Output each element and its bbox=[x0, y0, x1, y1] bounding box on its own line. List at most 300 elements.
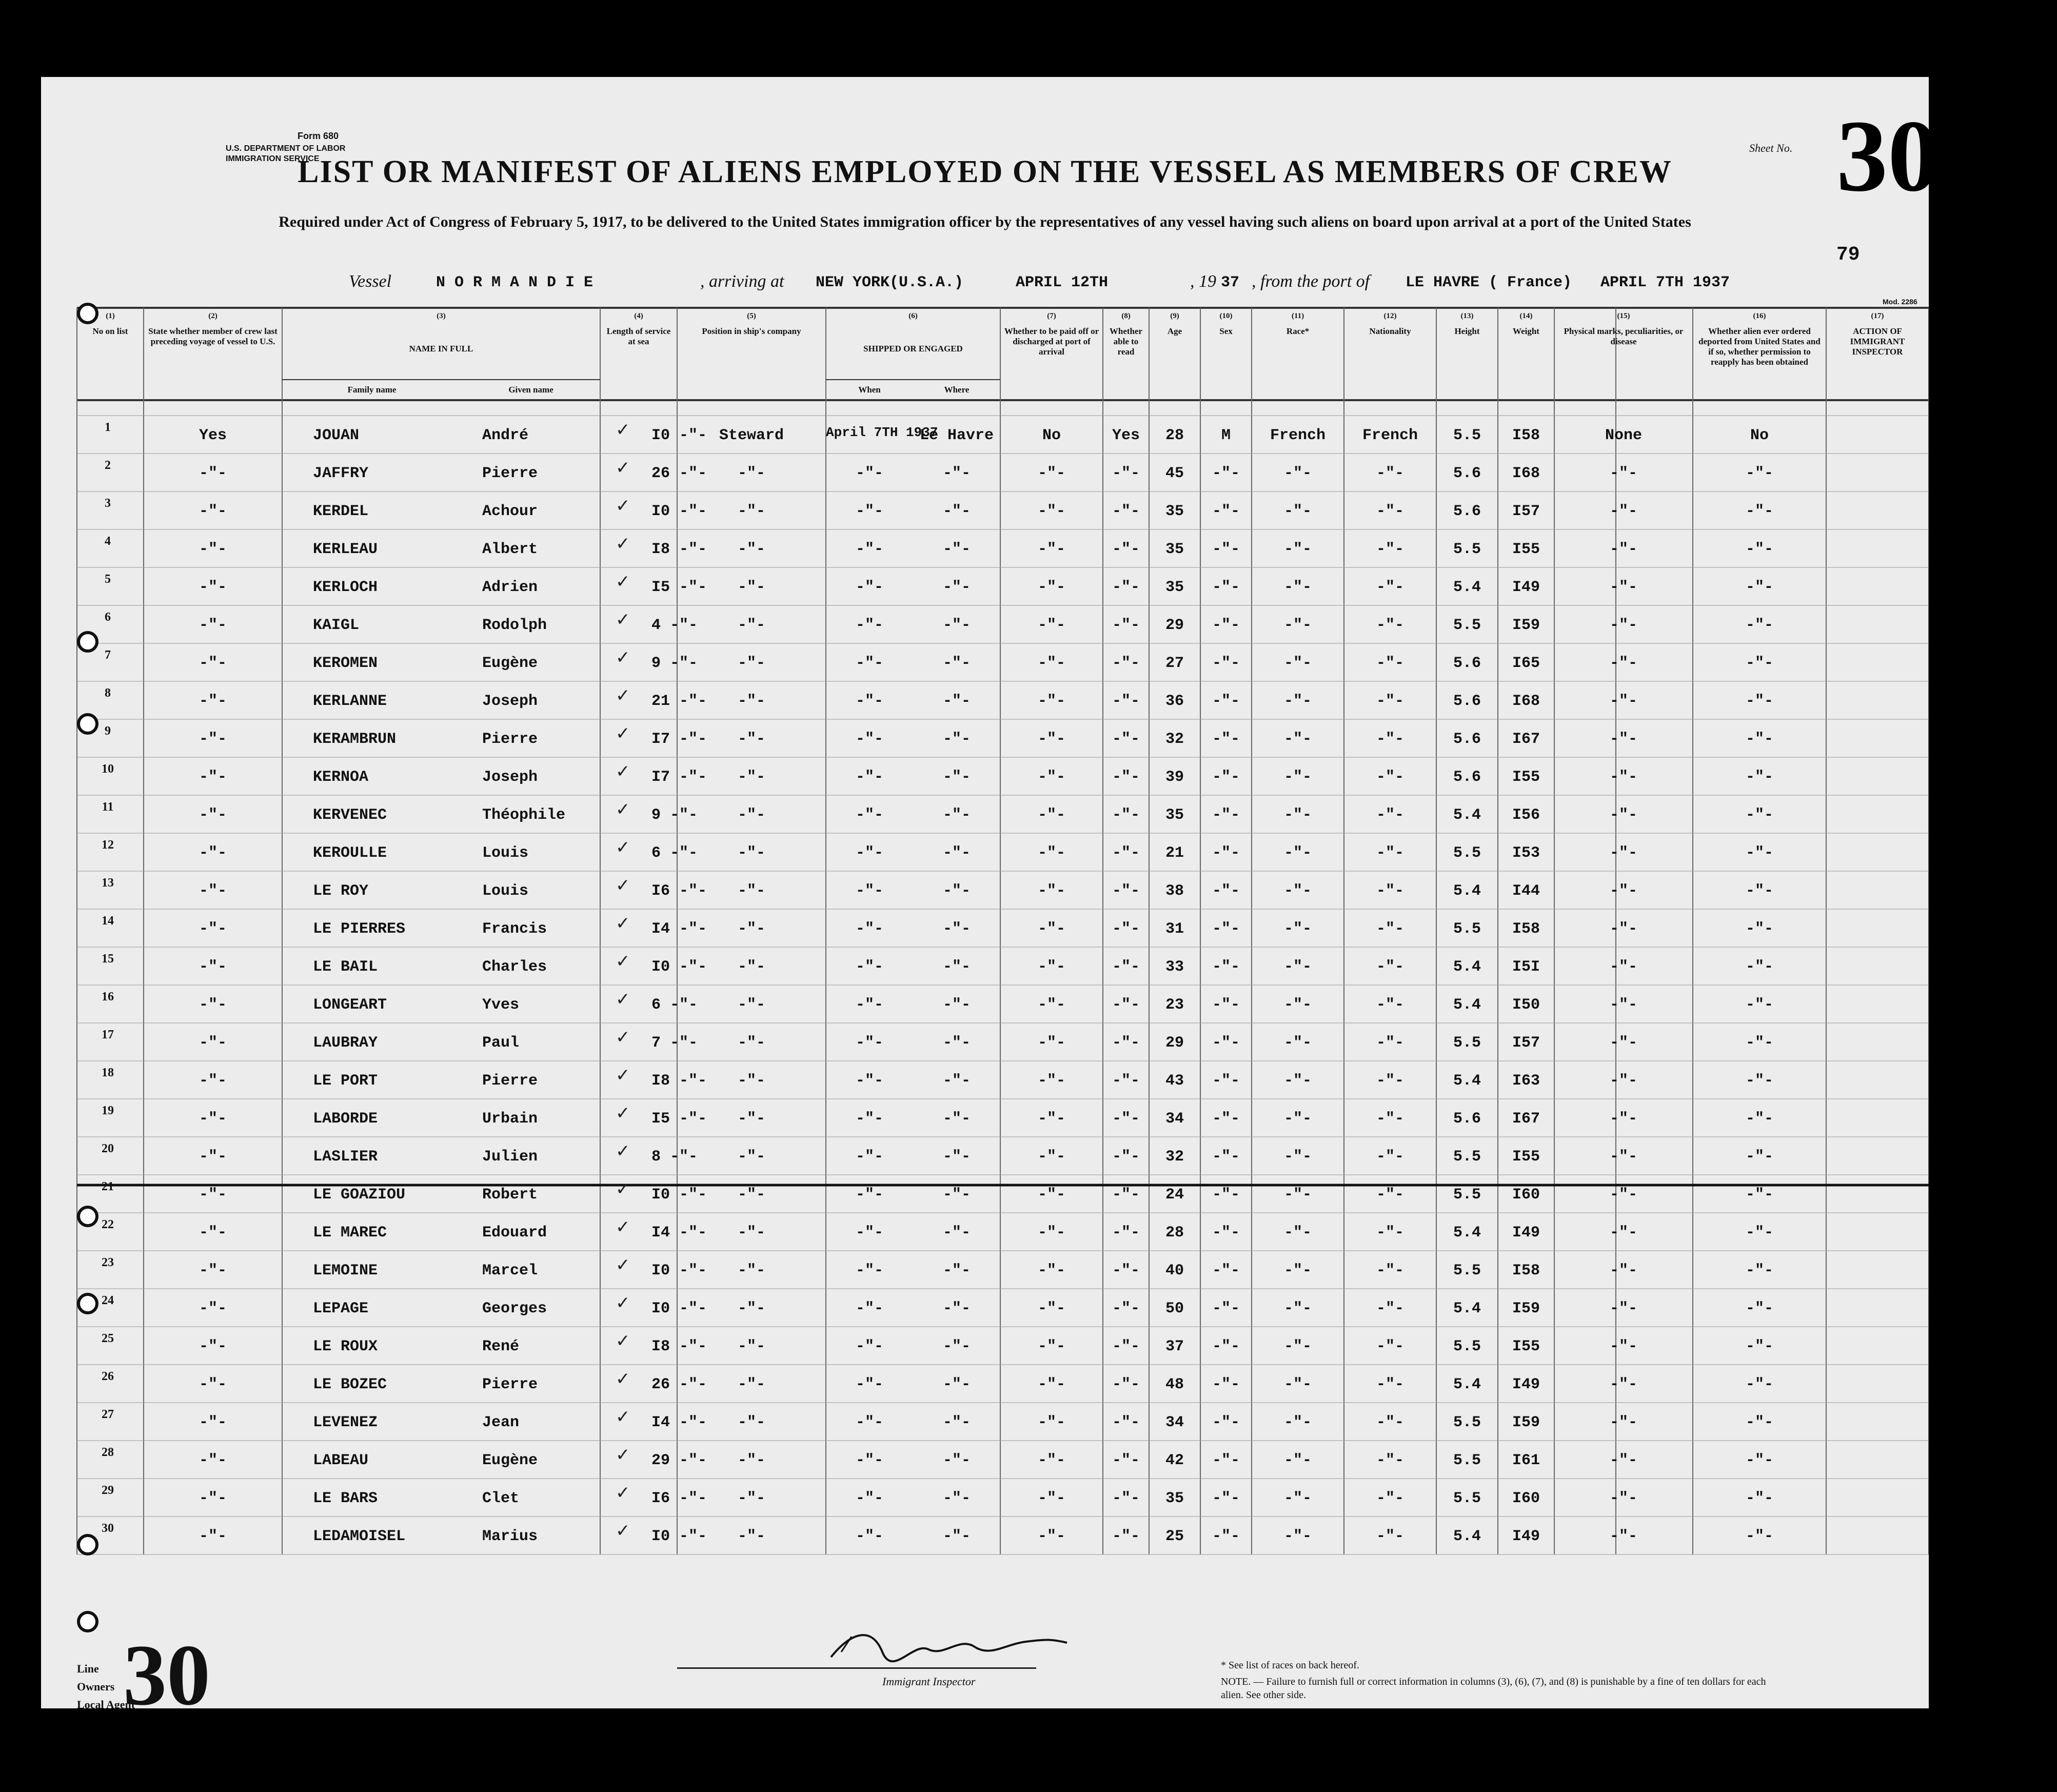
cell-race: -"- bbox=[1283, 1528, 1312, 1545]
stamp-number: 79 bbox=[1836, 244, 1860, 266]
cell-where: -"- bbox=[942, 1338, 971, 1355]
cell-sex: -"- bbox=[1212, 1414, 1240, 1431]
cell-weight: I57 bbox=[1512, 1034, 1540, 1052]
cell-marks: -"- bbox=[1609, 579, 1637, 596]
cell-weight: I67 bbox=[1512, 1110, 1540, 1128]
cell-race: -"- bbox=[1283, 806, 1312, 824]
cell-marks: -"- bbox=[1609, 503, 1637, 520]
cell-age: 35 bbox=[1165, 806, 1184, 824]
cell-given: René bbox=[482, 1338, 520, 1355]
column-header: Position in ship's company bbox=[702, 326, 801, 336]
cell-given: Jean bbox=[482, 1414, 520, 1431]
cell-paid: -"- bbox=[1037, 1148, 1065, 1166]
cell-position: -"- bbox=[737, 655, 765, 672]
cell-age: 42 bbox=[1165, 1452, 1184, 1469]
cell-age: 38 bbox=[1165, 882, 1184, 900]
cell-height: 5.4 bbox=[1453, 1300, 1481, 1317]
cell-age: 48 bbox=[1165, 1376, 1184, 1393]
cell-paid: -"- bbox=[1037, 996, 1065, 1014]
cell-paid: -"- bbox=[1037, 617, 1065, 634]
cell-age: 29 bbox=[1165, 617, 1184, 634]
check-mark-icon: ✓ bbox=[616, 913, 630, 934]
cell-race: -"- bbox=[1283, 503, 1312, 520]
column-header: SHIPPED OR ENGAGED bbox=[863, 344, 963, 353]
cell-weight: I44 bbox=[1512, 882, 1540, 900]
cell-deported: -"- bbox=[1745, 465, 1773, 482]
cell-position: -"- bbox=[737, 465, 765, 482]
cell-read: -"- bbox=[1112, 1110, 1140, 1128]
cell-race: -"- bbox=[1283, 579, 1312, 596]
row-number: 21 bbox=[102, 1180, 114, 1193]
cell-height: 5.5 bbox=[1453, 920, 1481, 938]
cell-height: 5.4 bbox=[1453, 1376, 1481, 1393]
cell-race: -"- bbox=[1283, 1490, 1312, 1507]
cell-position: -"- bbox=[737, 1072, 765, 1090]
cell-where: -"- bbox=[942, 655, 971, 672]
cell-where: -"- bbox=[942, 1110, 971, 1128]
cell-read: -"- bbox=[1112, 1224, 1140, 1242]
cell-marks: -"- bbox=[1609, 465, 1637, 482]
check-mark-icon: ✓ bbox=[616, 1255, 630, 1275]
cell-given: Rodolph bbox=[482, 617, 547, 634]
cell-given: Louis bbox=[482, 844, 529, 862]
cell-when: -"- bbox=[855, 1414, 883, 1431]
cell-family: KEROMEN bbox=[313, 655, 378, 672]
cell-read: -"- bbox=[1112, 1452, 1140, 1469]
footer-line-label: Line bbox=[77, 1662, 99, 1675]
cell-weight: I58 bbox=[1512, 427, 1540, 444]
cell-where: -"- bbox=[942, 541, 971, 558]
cell-position: -"- bbox=[737, 1338, 765, 1355]
cell-paid: -"- bbox=[1037, 1414, 1065, 1431]
cell-weight: I56 bbox=[1512, 806, 1540, 824]
check-mark-icon: ✓ bbox=[616, 1141, 630, 1161]
cell-sex: -"- bbox=[1212, 1148, 1240, 1166]
cell-prev: -"- bbox=[199, 1110, 227, 1128]
cell-race: -"- bbox=[1283, 1414, 1312, 1431]
from-label: , from the port of bbox=[1252, 272, 1370, 291]
cell-sex: -"- bbox=[1212, 1072, 1240, 1090]
cell-position: -"- bbox=[737, 882, 765, 900]
cell-position: -"- bbox=[737, 617, 765, 634]
cell-read: -"- bbox=[1112, 1338, 1140, 1355]
cell-when: -"- bbox=[855, 1072, 883, 1090]
arriving-port: NEW YORK(U.S.A.) bbox=[816, 274, 964, 291]
cell-prev: -"- bbox=[199, 1300, 227, 1317]
cell-marks: -"- bbox=[1609, 958, 1637, 976]
cell-read: -"- bbox=[1112, 996, 1140, 1014]
cell-when: -"- bbox=[855, 503, 883, 520]
cell-when: -"- bbox=[855, 731, 883, 748]
cell-marks: -"- bbox=[1609, 1338, 1637, 1355]
column-number: (15) bbox=[1617, 312, 1630, 320]
cell-paid: -"- bbox=[1037, 920, 1065, 938]
cell-weight: I63 bbox=[1512, 1072, 1540, 1090]
row-number: 26 bbox=[102, 1370, 114, 1383]
cell-age: 28 bbox=[1165, 1224, 1184, 1242]
cell-marks: -"- bbox=[1609, 1528, 1637, 1545]
cell-race: -"- bbox=[1283, 1452, 1312, 1469]
cell-where: -"- bbox=[942, 579, 971, 596]
cell-family: LASLIER bbox=[313, 1148, 378, 1166]
cell-where: -"- bbox=[942, 1148, 971, 1166]
cell-service: 9 -"- bbox=[651, 655, 698, 672]
column-number: (12) bbox=[1383, 312, 1397, 320]
year-label: , 19 bbox=[1190, 272, 1216, 291]
cell-sex: -"- bbox=[1212, 996, 1240, 1014]
cell-read: -"- bbox=[1112, 1376, 1140, 1393]
cell-family: LE GOAZIOU bbox=[313, 1186, 406, 1204]
cell-given: Louis bbox=[482, 882, 529, 900]
cell-nationality: -"- bbox=[1376, 1072, 1404, 1090]
cell-paid: -"- bbox=[1037, 1262, 1065, 1279]
cell-service: 26 -"- bbox=[651, 1376, 707, 1393]
check-mark-icon: ✓ bbox=[616, 1407, 630, 1427]
cell-family: LAUBRAY bbox=[313, 1034, 378, 1052]
cell-position: -"- bbox=[737, 503, 765, 520]
cell-prev: -"- bbox=[199, 1072, 227, 1090]
row-number: 15 bbox=[102, 952, 114, 966]
cell-family: LEVENEZ bbox=[313, 1414, 378, 1431]
cell-service: I0 -"- bbox=[651, 427, 707, 444]
cell-sex: -"- bbox=[1212, 579, 1240, 596]
cell-prev: -"- bbox=[199, 1490, 227, 1507]
cell-height: 5.6 bbox=[1453, 693, 1481, 710]
cell-prev: -"- bbox=[199, 465, 227, 482]
cell-nationality: -"- bbox=[1376, 617, 1404, 634]
cell-when: -"- bbox=[855, 1528, 883, 1545]
column-number: (3) bbox=[437, 312, 446, 320]
cell-weight: I68 bbox=[1512, 465, 1540, 482]
cell-age: 50 bbox=[1165, 1300, 1184, 1317]
cell-where: -"- bbox=[942, 503, 971, 520]
check-mark-icon: ✓ bbox=[616, 1217, 630, 1237]
check-mark-icon: ✓ bbox=[616, 572, 630, 592]
cell-nationality: -"- bbox=[1376, 1110, 1404, 1128]
column-header: Sex bbox=[1219, 326, 1233, 336]
cell-marks: -"- bbox=[1609, 1376, 1637, 1393]
cell-weight: I61 bbox=[1512, 1452, 1540, 1469]
cell-family: LE ROUX bbox=[313, 1338, 378, 1355]
cell-height: 5.4 bbox=[1453, 1528, 1481, 1545]
cell-age: 43 bbox=[1165, 1072, 1184, 1090]
column-header: Whether alien ever ordered deported from United States and if so, whether permission to reapply has been obtained bbox=[1698, 326, 1821, 367]
cell-where: -"- bbox=[942, 882, 971, 900]
column-number: (17) bbox=[1871, 312, 1884, 320]
check-mark-icon: ✓ bbox=[616, 1483, 630, 1503]
check-mark-icon: ✓ bbox=[616, 799, 630, 820]
cell-age: 34 bbox=[1165, 1110, 1184, 1128]
cell-where: -"- bbox=[942, 844, 971, 862]
check-mark-icon: ✓ bbox=[616, 1331, 630, 1351]
cell-prev: -"- bbox=[199, 1148, 227, 1166]
cell-family: KERAMBRUN bbox=[313, 731, 397, 748]
cell-family: KERNOA bbox=[313, 769, 369, 786]
vessel-name: N O R M A N D I E bbox=[436, 274, 594, 291]
cell-height: 5.5 bbox=[1453, 427, 1481, 444]
cell-weight: I58 bbox=[1512, 1262, 1540, 1279]
cell-where: -"- bbox=[942, 769, 971, 786]
cell-service: 9 -"- bbox=[651, 806, 698, 824]
cell-position: -"- bbox=[737, 1376, 765, 1393]
column-number: (1) bbox=[106, 312, 115, 320]
cell-deported: -"- bbox=[1745, 1300, 1773, 1317]
cell-read: -"- bbox=[1112, 1414, 1140, 1431]
cell-when: -"- bbox=[855, 617, 883, 634]
cell-given: Urbain bbox=[482, 1110, 538, 1128]
cell-prev: -"- bbox=[199, 1186, 227, 1204]
cell-position: -"- bbox=[737, 844, 765, 862]
cell-nationality: -"- bbox=[1376, 1414, 1404, 1431]
cell-when: -"- bbox=[855, 1376, 883, 1393]
cell-position: -"- bbox=[737, 1110, 765, 1128]
row-number: 12 bbox=[102, 838, 114, 852]
cell-nationality: -"- bbox=[1376, 996, 1404, 1014]
cell-age: 37 bbox=[1165, 1338, 1184, 1355]
footer-local-agent-label: Local Agent bbox=[77, 1698, 135, 1711]
cell-paid: -"- bbox=[1037, 1072, 1065, 1090]
cell-marks: -"- bbox=[1609, 920, 1637, 938]
cell-position: -"- bbox=[737, 1528, 765, 1545]
cell-height: 5.5 bbox=[1453, 1186, 1481, 1204]
cell-position: -"- bbox=[737, 769, 765, 786]
cell-sex: -"- bbox=[1212, 958, 1240, 976]
cell-position: -"- bbox=[737, 958, 765, 976]
cell-height: 5.5 bbox=[1453, 1414, 1481, 1431]
punch-hole bbox=[77, 303, 98, 324]
cell-deported: -"- bbox=[1745, 958, 1773, 976]
cell-race: French bbox=[1270, 427, 1326, 444]
cell-height: 5.5 bbox=[1453, 1338, 1481, 1355]
cell-marks: -"- bbox=[1609, 1452, 1637, 1469]
cell-weight: I49 bbox=[1512, 579, 1540, 596]
cell-height: 5.6 bbox=[1453, 503, 1481, 520]
cell-when: -"- bbox=[855, 1224, 883, 1242]
cell-read: -"- bbox=[1112, 1148, 1140, 1166]
cell-deported: -"- bbox=[1745, 731, 1773, 748]
cell-read: -"- bbox=[1112, 806, 1140, 824]
cell-when: -"- bbox=[855, 806, 883, 824]
cell-deported: -"- bbox=[1745, 1262, 1773, 1279]
cell-position: -"- bbox=[737, 1224, 765, 1242]
cell-nationality: -"- bbox=[1376, 1148, 1404, 1166]
cell-weight: I55 bbox=[1512, 1148, 1540, 1166]
cell-paid: -"- bbox=[1037, 1110, 1065, 1128]
cell-service: I0 -"- bbox=[651, 1300, 707, 1317]
cell-weight: I5I bbox=[1512, 958, 1540, 976]
check-mark-icon: ✓ bbox=[616, 685, 630, 706]
cell-when: -"- bbox=[855, 844, 883, 862]
check-mark-icon: ✓ bbox=[616, 875, 630, 896]
cell-age: 24 bbox=[1165, 1186, 1184, 1204]
cell-nationality: -"- bbox=[1376, 465, 1404, 482]
cell-where: -"- bbox=[942, 1414, 971, 1431]
cell-sex: -"- bbox=[1212, 844, 1240, 862]
cell-marks: -"- bbox=[1609, 693, 1637, 710]
cell-given: Yves bbox=[482, 996, 520, 1014]
cell-sex: -"- bbox=[1212, 920, 1240, 938]
cell-service: I0 -"- bbox=[651, 1186, 707, 1204]
check-mark-icon: ✓ bbox=[616, 609, 630, 630]
cell-family: KAIGL bbox=[313, 617, 360, 634]
cell-nationality: -"- bbox=[1376, 731, 1404, 748]
cell-service: 6 -"- bbox=[651, 844, 698, 862]
cell-race: -"- bbox=[1283, 1110, 1312, 1128]
cell-race: -"- bbox=[1283, 1148, 1312, 1166]
cell-race: -"- bbox=[1283, 769, 1312, 786]
row-number: 18 bbox=[102, 1066, 114, 1079]
cell-when: -"- bbox=[855, 465, 883, 482]
cell-height: 5.6 bbox=[1453, 731, 1481, 748]
subheader-where: Where bbox=[944, 385, 970, 395]
cell-read: -"- bbox=[1112, 1528, 1140, 1545]
cell-age: 35 bbox=[1165, 541, 1184, 558]
cell-deported: -"- bbox=[1745, 1414, 1773, 1431]
arrival-date: APRIL 12TH bbox=[1016, 274, 1109, 291]
cell-given: Pierre bbox=[482, 1072, 538, 1090]
cell-height: 5.5 bbox=[1453, 1452, 1481, 1469]
cell-prev: -"- bbox=[199, 844, 227, 862]
cell-nationality: -"- bbox=[1376, 882, 1404, 900]
row-number: 1 bbox=[105, 421, 111, 434]
cell-service: I0 -"- bbox=[651, 1262, 707, 1279]
cell-race: -"- bbox=[1283, 1300, 1312, 1317]
sheet-number: 30 bbox=[1836, 100, 1939, 213]
fine-note: NOTE. — Failure to furnish full or correct information in columns (3), (6), (7), and (8) is punishable by a fine of ten dollars for each alien. See other side. bbox=[1221, 1676, 1766, 1701]
column-header: Weight bbox=[1513, 326, 1539, 336]
cell-where: -"- bbox=[942, 1072, 971, 1090]
cell-when: -"- bbox=[855, 882, 883, 900]
cell-family: LE BOZEC bbox=[313, 1376, 387, 1393]
cell-race: -"- bbox=[1283, 541, 1312, 558]
cell-service: I8 -"- bbox=[651, 1072, 707, 1090]
cell-read: -"- bbox=[1112, 731, 1140, 748]
page-title: LIST OR MANIFEST OF ALIENS EMPLOYED ON THE VESSEL AS MEMBERS OF CREW bbox=[298, 154, 1672, 189]
check-mark-icon: ✓ bbox=[616, 458, 630, 478]
cell-age: 33 bbox=[1165, 958, 1184, 976]
cell-nationality: -"- bbox=[1376, 769, 1404, 786]
cell-service: I6 -"- bbox=[651, 882, 707, 900]
cell-where: -"- bbox=[942, 1490, 971, 1507]
cell-where: -"- bbox=[942, 465, 971, 482]
cell-paid: -"- bbox=[1037, 1186, 1065, 1204]
cell-nationality: French bbox=[1362, 427, 1418, 444]
cell-age: 36 bbox=[1165, 693, 1184, 710]
cell-sex: -"- bbox=[1212, 503, 1240, 520]
cell-age: 40 bbox=[1165, 1262, 1184, 1279]
cell-nationality: -"- bbox=[1376, 920, 1404, 938]
cell-given: Francis bbox=[482, 920, 547, 938]
cell-given: Joseph bbox=[482, 769, 538, 786]
cell-when: -"- bbox=[855, 1300, 883, 1317]
cell-paid: -"- bbox=[1037, 1528, 1065, 1545]
cell-sex: -"- bbox=[1212, 882, 1240, 900]
cell-paid: -"- bbox=[1037, 1338, 1065, 1355]
column-header: Physical marks, peculiarities, or disease bbox=[1564, 326, 1684, 346]
column-header: ACTION OF IMMIGRANT INSPECTOR bbox=[1850, 326, 1905, 357]
cell-family: LEPAGE bbox=[313, 1300, 369, 1317]
cell-sex: -"- bbox=[1212, 1224, 1240, 1242]
cell-family: KERLOCH bbox=[313, 579, 378, 596]
cell-family: LE MAREC bbox=[313, 1224, 387, 1242]
cell-sex: -"- bbox=[1212, 1376, 1240, 1393]
cell-height: 5.6 bbox=[1453, 1110, 1481, 1128]
cell-nationality: -"- bbox=[1376, 655, 1404, 672]
cell-read: -"- bbox=[1112, 693, 1140, 710]
cell-weight: I55 bbox=[1512, 769, 1540, 786]
row-number: 25 bbox=[102, 1332, 114, 1345]
cell-position: -"- bbox=[737, 996, 765, 1014]
cell-when: -"- bbox=[855, 1110, 883, 1128]
cell-prev: -"- bbox=[199, 693, 227, 710]
cell-marks: -"- bbox=[1609, 806, 1637, 824]
cell-prev: -"- bbox=[199, 958, 227, 976]
cell-read: -"- bbox=[1112, 882, 1140, 900]
cell-nationality: -"- bbox=[1376, 1300, 1404, 1317]
cell-read: -"- bbox=[1112, 503, 1140, 520]
cell-prev: -"- bbox=[199, 1224, 227, 1242]
cell-sex: -"- bbox=[1212, 1490, 1240, 1507]
cell-marks: -"- bbox=[1609, 1186, 1637, 1204]
cell-read: -"- bbox=[1112, 655, 1140, 672]
vessel-label: Vessel bbox=[349, 272, 392, 291]
row-number: 6 bbox=[105, 611, 111, 624]
cell-position: -"- bbox=[737, 1452, 765, 1469]
row-number: 2 bbox=[105, 459, 111, 472]
cell-weight: I59 bbox=[1512, 1414, 1540, 1431]
cell-age: 35 bbox=[1165, 503, 1184, 520]
subheader-when: When bbox=[858, 385, 881, 395]
check-mark-icon: ✓ bbox=[616, 496, 630, 516]
cell-position: -"- bbox=[737, 1300, 765, 1317]
row-number: 3 bbox=[105, 497, 111, 510]
cell-read: -"- bbox=[1112, 617, 1140, 634]
cell-paid: -"- bbox=[1037, 1490, 1065, 1507]
cell-family: LONGEART bbox=[313, 996, 387, 1014]
cell-family: KERDEL bbox=[313, 503, 369, 520]
cell-height: 5.5 bbox=[1453, 1490, 1481, 1507]
cell-service: I7 -"- bbox=[651, 731, 707, 748]
cell-service: I4 -"- bbox=[651, 1414, 707, 1431]
cell-given: Théophile bbox=[482, 806, 566, 824]
cell-where: -"- bbox=[942, 806, 971, 824]
cell-service: I0 -"- bbox=[651, 1528, 707, 1545]
cell-position: -"- bbox=[737, 1186, 765, 1204]
check-mark-icon: ✓ bbox=[616, 1179, 630, 1199]
cell-height: 5.6 bbox=[1453, 769, 1481, 786]
column-number: (9) bbox=[1170, 312, 1179, 320]
cell-where: -"- bbox=[942, 1186, 971, 1204]
cell-paid: No bbox=[1042, 427, 1061, 444]
cell-paid: -"- bbox=[1037, 693, 1065, 710]
cell-deported: -"- bbox=[1745, 844, 1773, 862]
check-mark-icon: ✓ bbox=[616, 647, 630, 668]
cell-nationality: -"- bbox=[1376, 958, 1404, 976]
cell-when: -"- bbox=[855, 655, 883, 672]
cell-paid: -"- bbox=[1037, 1224, 1065, 1242]
cell-weight: I67 bbox=[1512, 731, 1540, 748]
cell-deported: -"- bbox=[1745, 1034, 1773, 1052]
cell-prev: -"- bbox=[199, 1338, 227, 1355]
column-number: (2) bbox=[208, 312, 217, 320]
department-label: U.S. DEPARTMENT OF LABOR bbox=[226, 144, 346, 153]
cell-given: Pierre bbox=[482, 1376, 538, 1393]
cell-deported: No bbox=[1750, 427, 1769, 444]
cell-given: Pierre bbox=[482, 731, 538, 748]
cell-where: -"- bbox=[942, 1034, 971, 1052]
cell-when: -"- bbox=[855, 1262, 883, 1279]
cell-height: 5.6 bbox=[1453, 655, 1481, 672]
